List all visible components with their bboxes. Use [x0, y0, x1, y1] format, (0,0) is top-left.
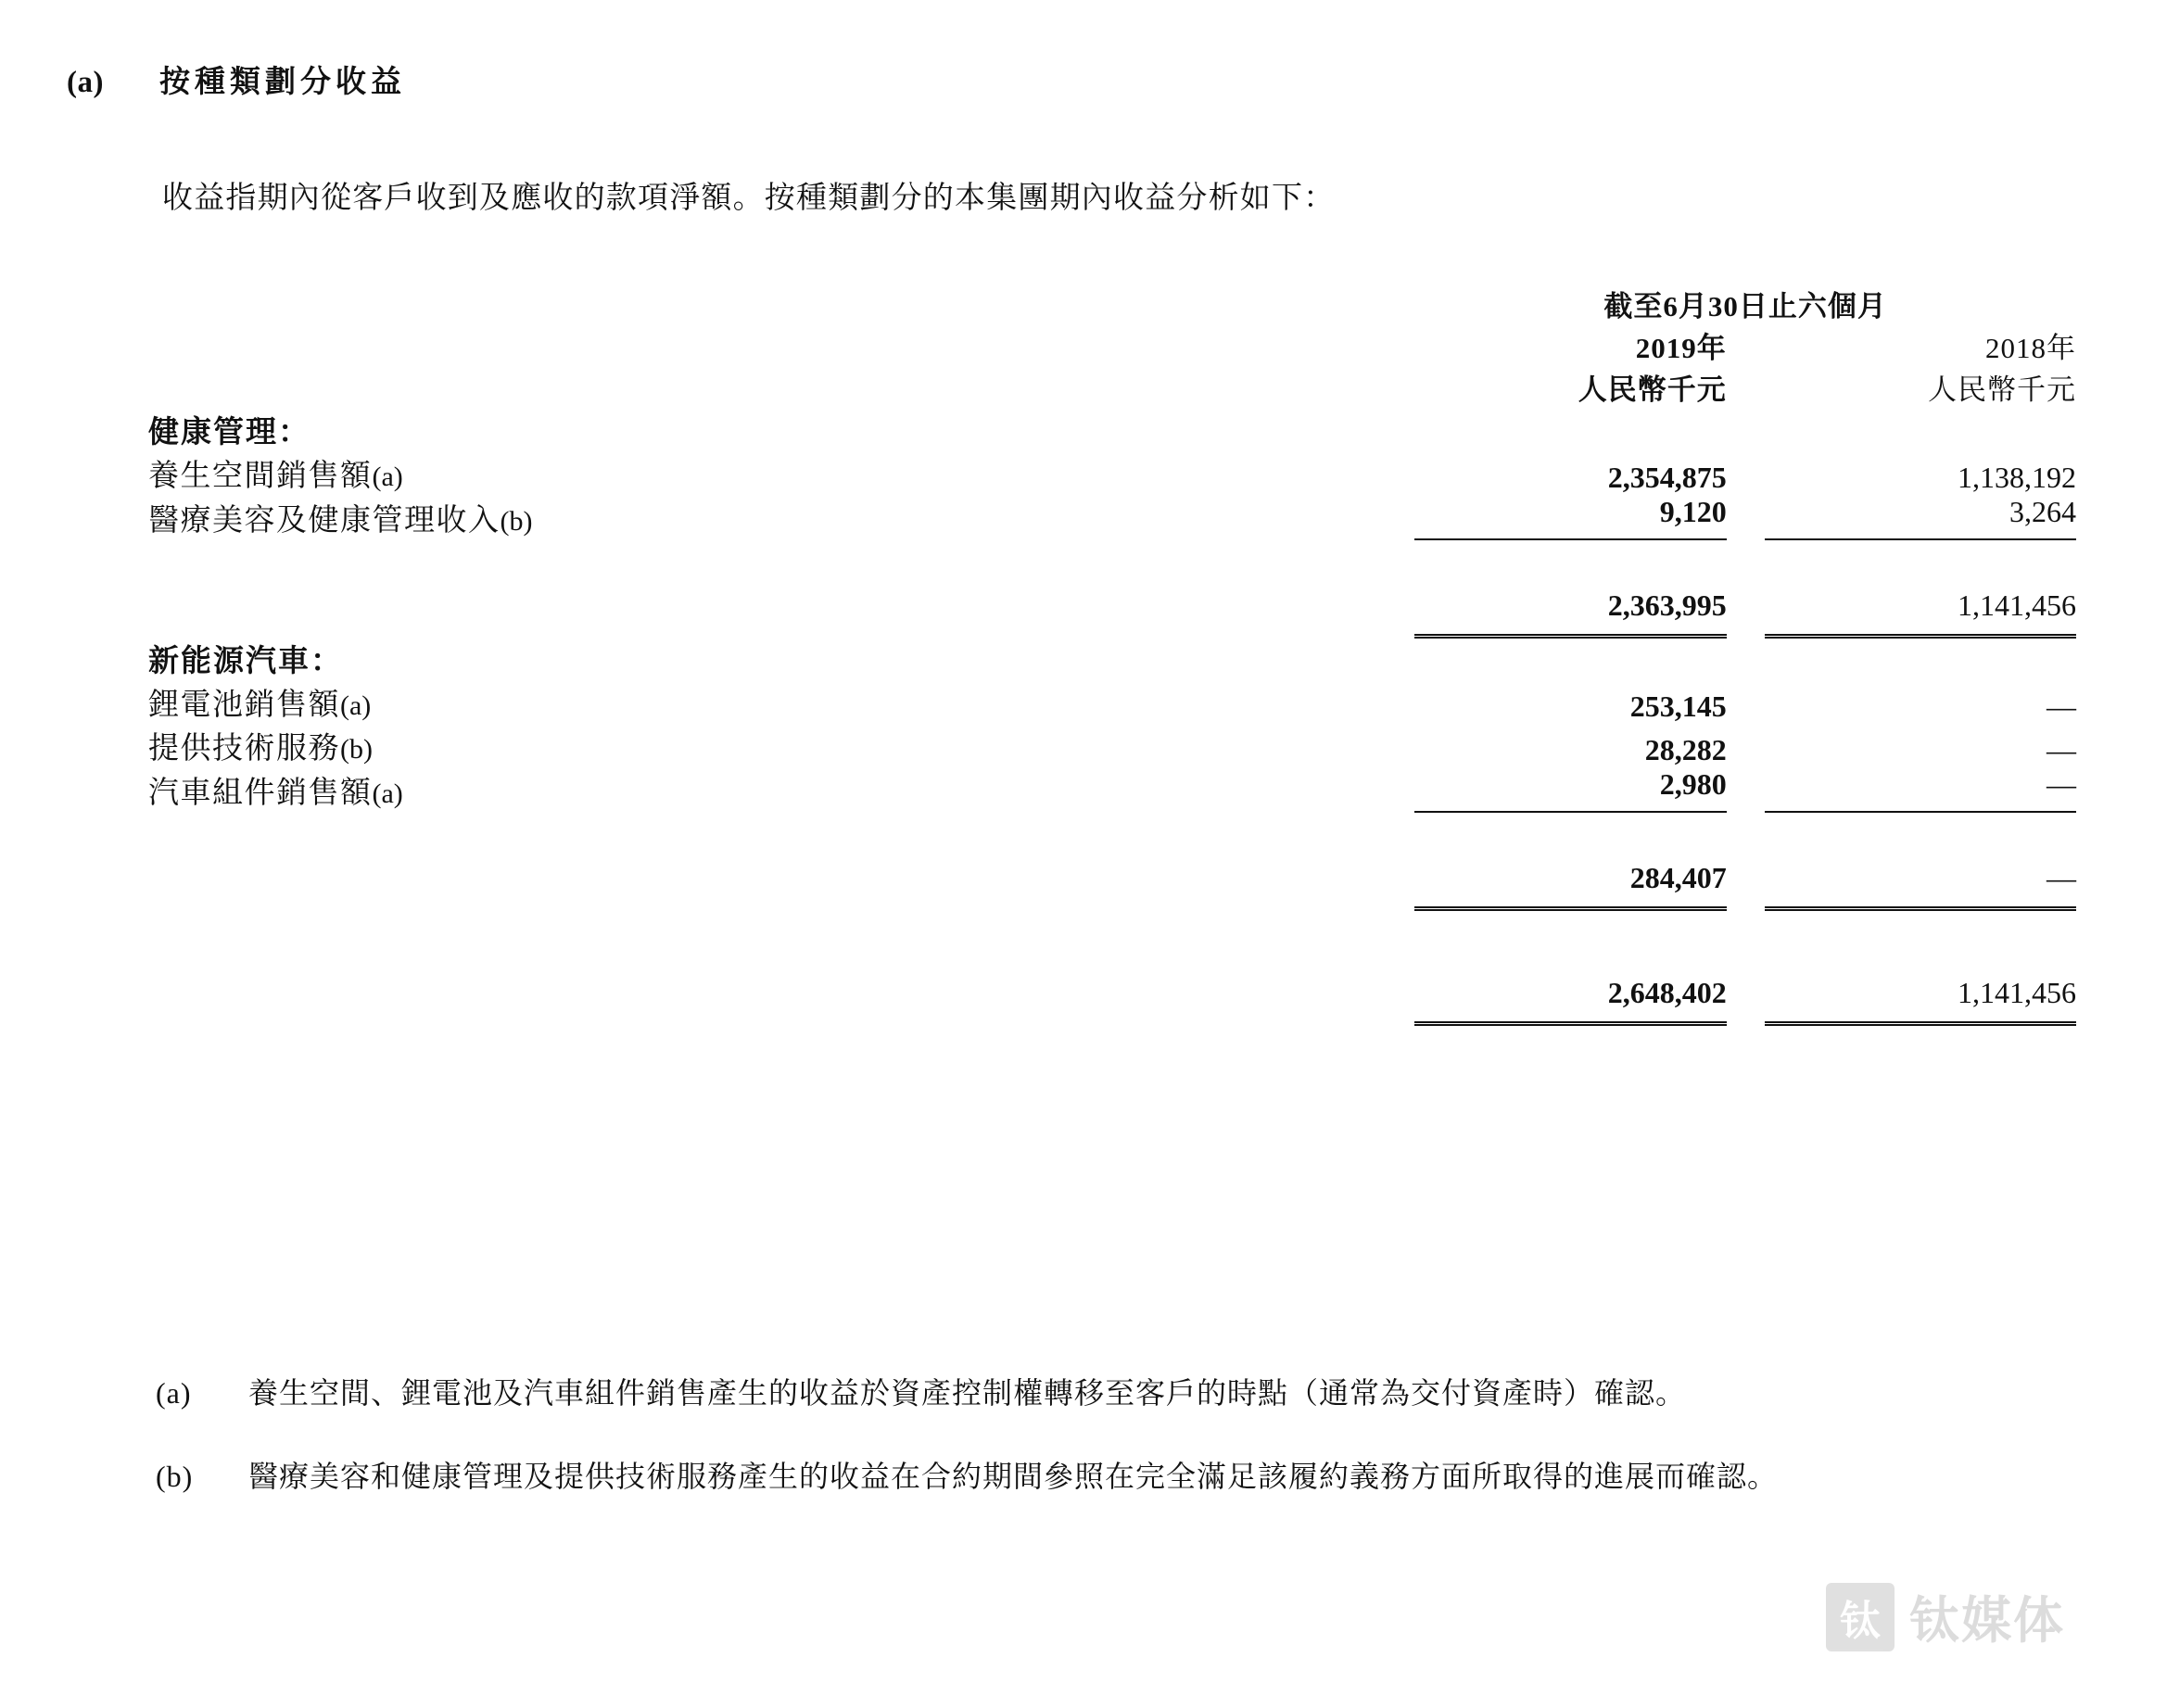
section-heading	[67, 57, 2087, 101]
cell-2019: 253,145	[1629, 689, 1727, 723]
empty-cell	[1727, 451, 1765, 495]
empty-cell	[1727, 495, 1765, 539]
group-title-row	[148, 408, 2076, 451]
cell-2018: —	[2047, 689, 2076, 723]
row-note-ref: (b)	[500, 506, 533, 537]
table-header-period	[148, 283, 2076, 324]
footnote-a	[156, 1372, 2074, 1414]
intro-paragraph: 收益指期內從客戶收到及應收的款項淨額。按種類劃分的本集團期內收益分析如下：	[162, 182, 1336, 215]
column-header-year-2019: 2019年	[1635, 332, 1727, 364]
subtotal-row-health	[148, 588, 2076, 637]
cell-2018: 1,138,192	[1958, 461, 2076, 494]
group-title-health: 健康管理：	[148, 416, 310, 449]
empty-cell	[148, 976, 1414, 1024]
subtotal-2019: 284,407	[1414, 861, 1726, 909]
empty-cell	[1727, 724, 1765, 767]
cell-2019: 9,120	[1414, 495, 1726, 539]
row-label: 鋰電池銷售額(a)	[148, 688, 372, 722]
empty-cell	[1727, 366, 1765, 408]
group-title-row	[148, 637, 2076, 680]
row-note-ref: (a)	[340, 690, 372, 721]
cell-2018: 3,264	[1765, 495, 2076, 539]
row-label: 醫療美容及健康管理收入(b)	[148, 504, 533, 538]
section-marker: (a)	[67, 66, 104, 99]
watermark-text: 钛媒体	[1909, 1593, 2065, 1649]
row-label: 養生空間銷售額(a)	[148, 460, 403, 493]
empty-cell	[1727, 588, 1765, 637]
cell-2019: 2,354,875	[1607, 461, 1727, 494]
empty-cell	[148, 588, 1414, 637]
table-row	[148, 767, 2076, 812]
cell-2018: —	[1765, 767, 2076, 812]
empty-cell	[148, 283, 1414, 324]
revenue-table-wrapper	[148, 283, 2076, 1026]
row-label: 汽車組件銷售額(a)	[148, 776, 403, 810]
subtotal-2019: 2,363,995	[1414, 588, 1726, 637]
footnote-marker: (b)	[156, 1460, 194, 1494]
spacer-row	[148, 539, 2076, 588]
footnote-text: 醫療美容和健康管理及提供技術服務產生的收益在合約期間參照在完全滿足該履約義務方面所取得的進展而確認。	[248, 1460, 1779, 1494]
empty-cell	[1727, 408, 1765, 451]
cell-2019: 28,282	[1644, 732, 1727, 766]
grand-total-2018: 1,141,456	[1765, 976, 2076, 1024]
table-row	[148, 495, 2076, 539]
table-row	[148, 680, 2076, 724]
subtotal-2018: 1,141,456	[1765, 588, 2076, 637]
revenue-table	[148, 283, 2076, 1026]
empty-cell	[1727, 976, 1765, 1024]
column-header-currency-2019: 人民幣千元	[1578, 373, 1727, 406]
section-title: 按種類劃分收益	[159, 66, 406, 99]
table-header-currency	[148, 366, 2076, 408]
table-header-years	[148, 324, 2076, 366]
watermark-logo-icon: 钛	[1826, 1583, 1895, 1651]
empty-cell	[1765, 408, 2076, 451]
table-row	[148, 724, 2076, 767]
subtotal-row-nev	[148, 861, 2076, 909]
empty-cell	[1765, 637, 2076, 680]
empty-cell	[1414, 637, 1726, 680]
spacer-row	[148, 908, 2076, 976]
empty-cell	[148, 324, 1414, 366]
period-header: 截至6月30日止六個月	[1603, 290, 1887, 323]
watermark	[1826, 1581, 2065, 1652]
footnote-marker: (a)	[156, 1376, 192, 1410]
cell-2019: 2,980	[1414, 767, 1726, 812]
footnote-text: 養生空間、鋰電池及汽車組件銷售產生的收益於資產控制權轉移至客戶的時點（通常為交付資產時）確認。	[248, 1376, 1687, 1410]
group-title-nev: 新能源汽車：	[148, 644, 343, 678]
empty-cell	[148, 861, 1414, 909]
empty-cell	[1727, 767, 1765, 812]
row-note-ref: (a)	[372, 778, 403, 809]
spacer-row	[148, 812, 2076, 861]
footnote-b	[156, 1455, 2074, 1498]
empty-cell	[1727, 637, 1765, 680]
empty-cell	[148, 366, 1414, 408]
table-row	[148, 451, 2076, 495]
cell-2018: —	[2047, 732, 2076, 766]
column-header-currency-2018: 人民幣千元	[1928, 373, 2076, 406]
column-header-year-2018: 2018年	[1985, 332, 2076, 364]
empty-cell	[1727, 861, 1765, 909]
empty-cell	[1727, 324, 1765, 366]
row-note-ref: (a)	[372, 462, 403, 492]
empty-cell	[1414, 408, 1726, 451]
empty-cell	[1727, 680, 1765, 724]
row-note-ref: (b)	[340, 733, 373, 765]
grand-total-row	[148, 976, 2076, 1024]
grand-total-2019: 2,648,402	[1414, 976, 1726, 1024]
row-label: 提供技術服務(b)	[148, 731, 373, 765]
footnotes	[156, 1372, 2074, 1539]
subtotal-2018: —	[1765, 861, 2076, 909]
